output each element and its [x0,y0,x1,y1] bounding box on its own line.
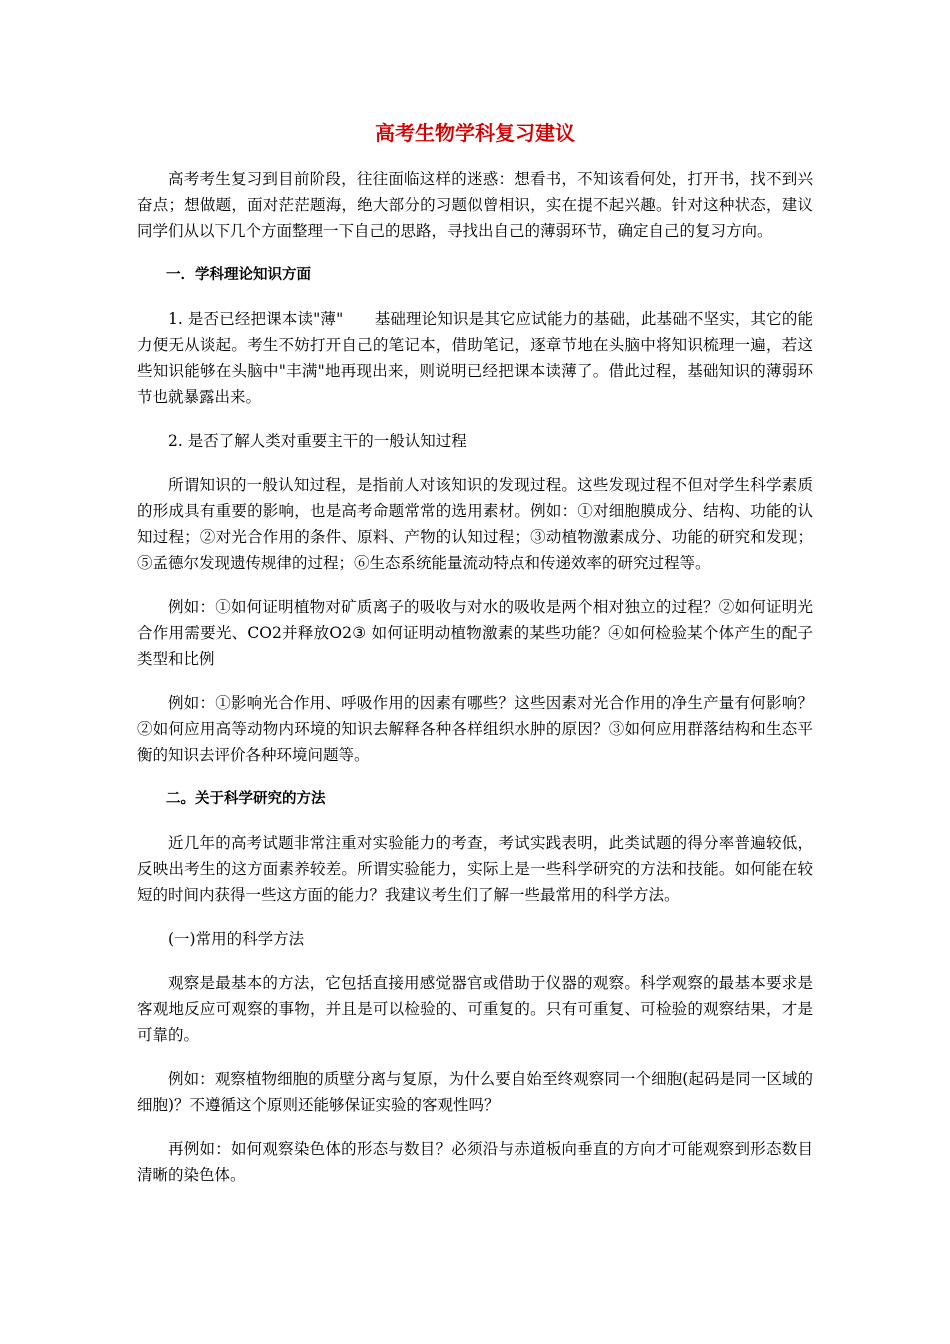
section2-paragraph3: 例如：观察植物细胞的质壁分离与复原，为什么要自始至终观察同一个细胞(起码是同一区域的细胞)？不遵循这个原则还能够保证实验的客观性吗？ [137,1070,813,1114]
document-title: 高考生物学科复习建议 [375,121,575,145]
section1-paragraph1: 所谓知识的一般认知过程，是指前人对该知识的发现过程。这些发现过程不但对学生科学素质的形成具有重要的影响，也是高考命题常常的选用素材。例如：①对细胞膜成分、结构、功能的认知过程；②对光合作用的条件、原料、产物的认知过程；③动植物激素成分、功能的研究和发现；⑤孟德尔发现遗传规律的过程；⑥生态系统能量流动特点和传递效率的研究过程等。 [137,476,813,572]
document-body [137,118,813,1188]
section1-paragraph3: 例如：①影响光合作用、呼吸作用的因素有哪些？这些因素对光合作用的净生产量有何影响？②如何应用高等动物内环境的知识去解释各种各样组织水肿的原因？③如何应用群落结构和生态平衡的知识去评价各种环境问题等。 [137,694,813,764]
intro-paragraph: 高考考生复习到目前阶段，往往面临这样的迷惑：想看书，不知该看何处，打开书，找不到兴奋点；想做题，面对茫茫题海，绝大部分的习题似曾相识，实在提不起兴趣。针对这种状态，建议同学们从以下几个方面整理一下自己的思路，寻找出自己的薄弱环节，确定自己的复习方向。 [137,170,813,240]
section1-paragraph2: 例如：①如何证明植物对矿质离子的吸收与对水的吸收是两个相对独立的过程？②如何证明光合作用需要光、CO2并释放O2③ 如何证明动植物激素的某些功能？④如何检验某个体产生的配子类型和比例 [137,598,813,668]
section2-heading: 二。关于科学研究的方法 [166,791,326,807]
section2-paragraph2: 观察是最基本的方法，它包括直接用感觉器官或借助于仪器的观察。科学观察的最基本要求是客观地反应可观察的事物，并且是可以检验的、可重复的。只有可重复、可检验的观察结果，才是可靠的。 [137,974,813,1044]
section2-paragraph1: 近几年的高考试题非常注重对实验能力的考查，考试实践表明，此类试题的得分率普遍较低，反映出考生的这方面素养较差。所谓实验能力，实际上是一些科学研究的方法和技能。如何能在较短的时间内获得一些这方面的能力？我建议考生们了解一些最常用的科学方法。 [137,834,813,904]
section1-item1: 1. 是否已经把课本读"薄" 基础理论知识是其它应试能力的基础，此基础不坚实，其它的能力便无从谈起。考生不妨打开自己的笔记本，借助笔记，逐章节地在头脑中将知识梳理一遍，若这些知识能够在头脑中"丰满"地再现出来，则说明已经把课本读薄了。借此过程，基础知识的薄弱环节也就暴露出来。 [137,310,813,406]
section2-paragraph4: 再例如：如何观察染色体的形态与数目？必须沿与赤道板向垂直的方向才可能观察到形态数目清晰的染色体。 [137,1140,813,1184]
section1-heading: 一．学科理论知识方面 [166,267,311,283]
section2-subheading: (一)常用的科学方法 [168,930,305,948]
section1-item2: 2. 是否了解人类对重要主干的一般认知过程 [168,432,467,450]
